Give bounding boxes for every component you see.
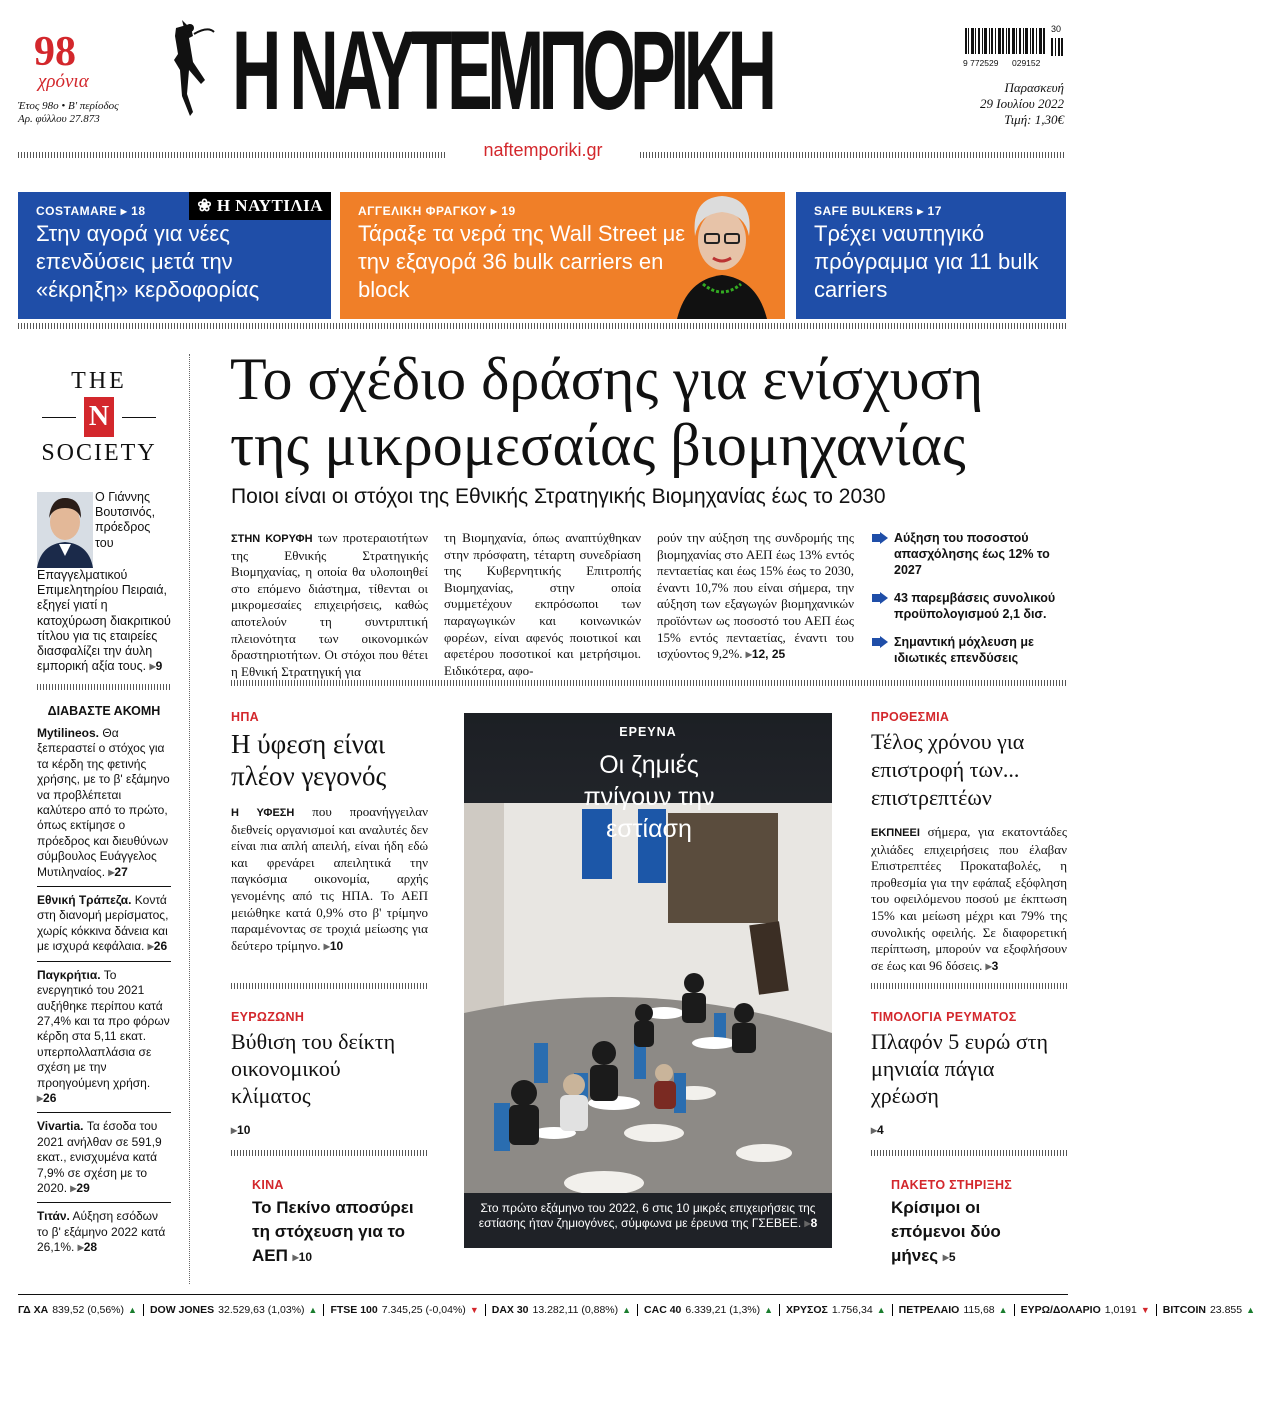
year-line: Έτος 98ο • Β' περίοδος <box>18 100 119 112</box>
down-arrow-icon: ▼ <box>469 1305 479 1315</box>
eurozone-headline: Βύθιση του δείκτη οικονομικού κλίματος <box>231 1029 396 1108</box>
issue-line: Αρ. φύλλου 27.873 <box>18 113 100 125</box>
promo-page: ▸ 19 <box>490 204 516 218</box>
ticker-item[interactable]: BITCOIN 23.855 ▲ <box>1162 1304 1256 1316</box>
ticker-item[interactable]: FTSE 100 7.345,25 (-0,04%) ▼ <box>324 1304 485 1316</box>
up-arrow-icon: ▲ <box>764 1305 774 1315</box>
issue-price: Τιμή: 1,30€ <box>1004 112 1064 127</box>
photo-caption: Στο πρώτο εξάμηνο του 2022, 6 στις 10 μικρές επιχειρήσεις της εστίασης ήταν ζημιογόνες, σύμφωνα με έρευνα της ΓΣΕΒΕΕ. ▸ 8 <box>464 1201 832 1231</box>
read-more-item[interactable]: Παγκρήτια. Το ενεργητικό του 2021 αυξήθηκε περίπου κατά 27,4% και τα προ φόρων κέρδη στα 5,11 εκατ. υπερπολλαπλάσια σε σχέση με την προηγούμενη χρήση. ▸ 26 <box>37 968 171 1114</box>
eurozone-story[interactable]: ΕΥΡΩΖΩΝΗ Βύθιση του δείκτη οικονομικού κλίματος ▸ 10 <box>231 1010 428 1138</box>
profile-text: Ο Γιάννης Βουτσινός, πρόεδρος του Επαγγελματικού Επιμελητηρίου Πειραιά, εξηγεί γιατί η κατοχύρωση διακριτικού τίτλου για τις εταιρείες διασφαλίζει την άυλη εμπορική αξία τους. <box>37 490 171 674</box>
usa-story[interactable] <box>231 710 428 954</box>
market-ticker <box>18 1301 1256 1319</box>
lead-divider <box>231 680 1067 686</box>
promo-divider <box>18 323 1066 329</box>
society-the: THE <box>71 368 127 394</box>
promo-kicker: ΑΓΓΕΛΙΚΗ ΦΡΑΓΚΟΥ <box>358 204 488 218</box>
read-more-item[interactable]: Mytilineos. Θα ξεπεραστεί ο στόχος για τα κέρδη της φετινής χρήσης, με το β' εξάμηνο να προβλέπεται καλύτερο από το πρώτο, όπως εκτίμησε ο πρόεδρος και διευθύνων σύμβουλος Ευάγγελος Μυτιληναίος. ▸ 27 <box>37 726 171 887</box>
support-kicker: ΠΑΚΕΤΟ ΣΤΗΡΙΞΗΣ <box>891 1178 1013 1192</box>
ticker-item[interactable]: ΕΥΡΩ/ΔΟΛΑΡΙΟ 1,0191 ▼ <box>1015 1304 1157 1316</box>
bullet-item: 43 παρεμβάσεις συνολικού προϋπολογισμού 2,1 δισ. <box>872 590 1068 622</box>
ticker-item[interactable]: DAX 30 13.282,11 (0,88%) ▲ <box>486 1304 638 1316</box>
lead-subhead: Ποιοι είναι οι στόχοι της Εθνικής Στρατηγικής Βιομηχανίας έως το 2030 <box>231 485 886 508</box>
ticker-item[interactable]: DOW JONES 32.529,63 (1,03%) ▲ <box>144 1304 325 1316</box>
eurozone-kicker: ΕΥΡΩΖΩΝΗ <box>231 1010 305 1024</box>
promo-kicker: COSTAMARE <box>36 204 117 218</box>
up-arrow-icon: ▲ <box>1246 1305 1256 1315</box>
deadline-divider <box>871 983 1067 989</box>
down-arrow-icon: ▼ <box>1140 1305 1150 1315</box>
lead-headline-line-2[interactable]: της μικρομεσαίας βιομηχανίας <box>230 412 966 478</box>
ticker-rule <box>18 1294 1068 1295</box>
read-more-panel <box>37 704 171 1256</box>
promo-title: Στην αγορά για νέες επενδύσεις μετά την «έκρηξη» κερδοφορίας <box>36 221 260 302</box>
lead-column-3: ρούν την αύξηση της συνδρομής της βιομηχανίας στο ΑΕΠ έως 13% εντός πενταετίας και έως 15% έως το 2030, έναντι 10,7% που είναι σήμερα, την αύξηση των εξαγωγών βιομηχανικών προϊόντων ως ποσοστό του ΑΕΠ έως 15% εντός πενταετίας, έναντι του ισχύοντος 9,2%. ▸ 12, 25 <box>657 530 854 663</box>
barcode-number-left: 9 772529 <box>963 58 999 68</box>
barcode-issue: 30 <box>1051 24 1062 34</box>
support-headline: Κρίσιμοι οι επόμενοι δύο μήνες ▸ 5 <box>891 1196 1021 1269</box>
lead-column-1: ΣΤΗΝ ΚΟΡΥΦΗ των προτεραιοτήτων της Εθνικής Στρατηγικής Βιομηχανίας, η οποία θα υλοποιηθεί στο επόμενο διάστημα, τίθενται οι μικρομεσαίες επιχειρήσεις, καθώς αποτελούν τη συντριπτική πλειονότητα των οικονομικών δραστηριοτήτων. Οι στόχοι που θέτει η Εθνική Στρατηγική για <box>231 530 428 679</box>
section-badge: ❀ Η ΝΑΥΤΙΛΙΑ <box>189 192 331 220</box>
electricity-story[interactable]: ΤΙΜΟΛΟΓΙΑ ΡΕΥΜΑΤΟΣ Πλαφόν 5 ευρώ στη μηνιαία πάγια χρέωση ▸ 4 <box>871 1010 1067 1138</box>
ticker-item[interactable]: ΧΡΥΣΟΣ 1.756,34 ▲ <box>780 1304 893 1316</box>
ticker-item[interactable]: ΠΕΤΡΕΛΑΙΟ 115,68 ▲ <box>893 1304 1015 1316</box>
society-word: SOCIETY <box>41 440 157 466</box>
ticker-item[interactable]: CAC 40 6.339,21 (1,3%) ▲ <box>638 1304 780 1316</box>
deadline-text: ΕΚΠΝΕΕΙ σήμερα, για εκατοντάδες χιλιάδες επιχειρήσεις που έλαβαν Επιστρεπτέες Προκαταβολές, η προθεσμία για την εφάπαξ εξόφληση του οφειλόμενου ποσού με έκπτωση 15% και μείωση μέχρι και 79% της συνολικής οφειλής. Σε διαφορετική περίπτωση, μπορούν να εξοφλήσουν σε έως και 96 δόσεις. ▸ 3 <box>871 824 1067 974</box>
lead-page-ref: ▸ 12, 25 <box>746 647 785 661</box>
deadline-kicker: ΠΡΟΘΕΣΜΙΑ <box>871 710 950 724</box>
eurozone-divider <box>231 1150 428 1156</box>
promo-safe-bulkers[interactable] <box>796 192 1066 319</box>
up-arrow-icon: ▲ <box>128 1305 137 1315</box>
up-arrow-icon: ▲ <box>622 1305 632 1315</box>
masthead-divider-right <box>640 152 1066 158</box>
sidebar-divider <box>37 684 171 690</box>
up-arrow-icon: ▲ <box>308 1305 318 1315</box>
society-rule-left <box>42 417 76 418</box>
newspaper-title[interactable]: Η ΝΑΥΤΕΜΠΟΡΙΚΗ <box>232 8 772 133</box>
barcode-icon <box>965 24 1063 60</box>
lead-column-2: τη Βιομηχανία, όπως αναπτύχθηκαν στην πρόσφατη, τέταρτη συνεδρίαση της Κυβερνητικής Επιτροπής Βιομηχανίας, στην οποία συμμετέχουν εκπρόσωποι των παραγωγικών και κοινωνικών φορέων, είναι αφενός ποιοτικοί και αφετέρου ποσοτικοί και μετρήσιμοι. Ειδικότερα, αφο- <box>444 530 641 678</box>
china-kicker: ΚΙΝΑ <box>252 1178 284 1192</box>
bullet-item: Αύξηση του ποσοστού απασχόλησης έως 12% το 2027 <box>872 530 1068 578</box>
bullet-arrow-icon <box>872 636 888 648</box>
society-letter: N <box>84 397 114 437</box>
read-more-title: ΔΙΑΒΑΣΤΕ ΑΚΟΜΗ <box>47 704 161 718</box>
lead-headline-line-1[interactable]: Το σχέδιο δράσης για ενίσχυση <box>230 346 984 412</box>
hermes-logo-icon <box>160 14 220 132</box>
society-logo[interactable] <box>36 368 162 466</box>
usa-text: Η ΥΦΕΣΗ που προανήγγειλαν διεθνείς οργανισμοί και αναλυτές δεν είναι πια απλή απειλή, είναι ήδη εδώ και φρενάρει απειλητικά την παγκόσμια οικονομία, αρχής γενομένης από τις ΗΠΑ. Το ΑΕΠ μειώθηκε κατά 0,9% στο β' τρίμηνο παραμένοντας σε τροχιά μείωσης για δεύτερο τρίμηνο. ▸ 10 <box>231 804 428 954</box>
deadline-story[interactable] <box>871 710 1067 974</box>
website-link[interactable]: naftemporiki.gr <box>483 140 603 160</box>
promo-title: Τρέχει ναυπηγικό πρόγραμμα για 11 bulk carriers <box>814 221 1039 302</box>
masthead-divider-left <box>18 152 446 158</box>
promo-fragkou[interactable] <box>340 192 785 319</box>
up-arrow-icon: ▲ <box>876 1305 886 1315</box>
photo-headline: Οι ζημιές πνίγουν την εστίαση <box>583 751 715 843</box>
bullet-arrow-icon <box>872 592 888 604</box>
ticker-item[interactable]: ΓΔ ΧΑ 839,52 (0,56%) ▲ <box>18 1304 144 1316</box>
society-rule-right <box>122 417 156 418</box>
electricity-divider <box>871 1150 1067 1156</box>
read-more-item[interactable]: Vivartia. Τα έσοδα του 2021 ανήλθαν σε 591,9 εκατ., ενισχυμένα κατά 7,9% σε σχέση με το 2020. ▸ 29 <box>37 1119 171 1203</box>
profile-page-ref: ▸ 9 <box>150 659 163 673</box>
profile-blurb[interactable] <box>37 490 171 674</box>
issue-day: Παρασκευή <box>1004 80 1064 95</box>
portrait-icon <box>677 188 767 319</box>
promo-costamare[interactable] <box>18 192 331 319</box>
read-more-item[interactable]: Τιτάν. Αύξηση εσόδων το β' εξάμηνο 2022 κατά 26,1%. ▸ 28 <box>37 1209 171 1255</box>
promo-page: ▸ 17 <box>917 204 942 218</box>
china-headline: Το Πεκίνο αποσύρει τη στόχευση για το ΑΕΠ ▸ 10 <box>252 1196 432 1269</box>
electricity-headline: Πλαφόν 5 ευρώ στη μηνιαία πάγια χρέωση <box>871 1029 1049 1108</box>
china-story[interactable] <box>252 1178 432 1269</box>
support-story[interactable] <box>891 1178 1067 1269</box>
bullet-arrow-icon <box>872 532 888 544</box>
deadline-headline: Τέλος χρόνου για επιστροφή των... επιστρεπτέων <box>871 729 1025 810</box>
helm-icon: ❀ <box>197 196 213 215</box>
up-arrow-icon: ▲ <box>998 1305 1008 1315</box>
anniversary-badge <box>18 29 128 126</box>
anniversary-word: χρόνια <box>38 71 89 92</box>
usa-headline: Η ύφεση είναι πλέον γεγονός <box>231 729 387 791</box>
usa-kicker: ΗΠΑ <box>231 710 259 724</box>
lead-bullets <box>872 530 1068 666</box>
sidebar-vertical-rule <box>189 354 190 1284</box>
anniversary-number: 98 <box>34 29 76 75</box>
promo-page: ▸ 18 <box>120 204 146 218</box>
promo-title: Τάραξε τα νερά της Wall Street με την εξαγορά 36 bulk carriers en block <box>358 221 686 302</box>
lead-word: ΣΤΗΝ ΚΟΡΥΦΗ <box>231 533 313 545</box>
photo-story[interactable] <box>464 713 832 1248</box>
usa-divider <box>231 983 428 989</box>
electricity-kicker: ΤΙΜΟΛΟΓΙΑ ΡΕΥΜΑΤΟΣ <box>871 1010 1017 1024</box>
read-more-item[interactable]: Εθνική Τράπεζα. Κοντά στη διανομή μερίσματος, χωρίς κόκκινα δάνεια και με ισχυρά κεφάλαια. ▸ 26 <box>37 893 171 962</box>
photo-kicker: ΕΡΕΥΝΑ <box>619 725 677 739</box>
issue-date: 29 Ιουλίου 2022 <box>979 96 1064 111</box>
barcode-number-right: 029152 <box>1012 58 1041 68</box>
bullet-item: Σημαντική μόχλευση με ιδιωτικές επενδύσεις <box>872 634 1068 666</box>
promo-kicker: SAFE BULKERS <box>814 204 914 218</box>
